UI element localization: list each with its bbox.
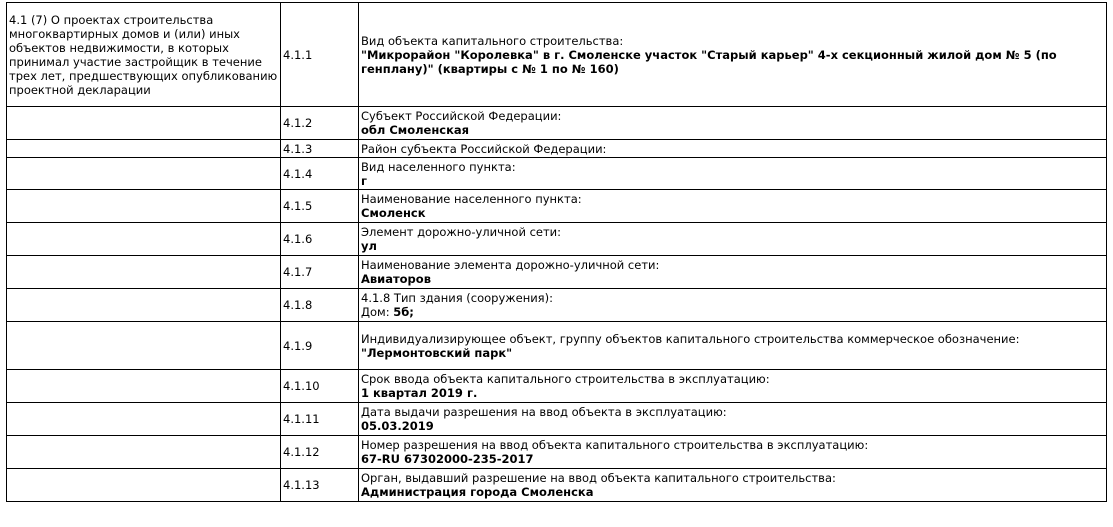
row-value: ул [361,239,377,253]
row-number: 4.1.6 [281,223,359,256]
row-value: г [361,173,368,188]
row-caption: Вид объекта капитального строительства: [361,33,624,48]
table-row [7,403,1107,436]
row-number: 4.1.12 [281,436,359,469]
declaration-table [6,2,1107,502]
row-number: 4.1.11 [281,403,359,436]
row-value: "Микрорайон "Королевка" в г. Смоленске участок "Старый карьер" 4-х секционный жилой дом № 5 (по генплану)" (квартиры с № 1 по № 160) [361,47,1057,76]
row-number: 4.1.13 [281,469,359,502]
table-row [7,256,1107,289]
row-number: 4.1.9 [281,322,359,370]
row-caption: Наименование элемента дорожно-уличной сети: [361,258,660,272]
row-value-cell [359,3,1107,107]
row-value-cell [359,289,1107,322]
row-value-cell [359,140,1107,158]
row-value: 1 квартал 2019 г. [361,386,478,400]
table-row [7,158,1107,190]
table-row [7,289,1107,322]
row-caption: 4.1.8 Тип здания (сооружения): [361,291,553,305]
row-value-cell [359,107,1107,140]
row-value-cell [359,223,1107,256]
row-value-cell [359,370,1107,403]
row-caption: Орган, выдавший разрешение на ввод объекта капитального строительства: [361,471,836,485]
table-row [7,370,1107,403]
row-value: 5б; [393,305,414,319]
table-row [7,469,1107,502]
row-caption: Наименование населенного пункта: [361,192,582,206]
row-number: 4.1.8 [281,289,359,322]
table-row [7,107,1107,140]
row-number: 4.1.10 [281,370,359,403]
table-row [7,140,1107,158]
empty-cell [7,322,281,370]
empty-cell [7,469,281,502]
empty-cell [7,158,281,190]
table-row [7,322,1107,370]
row-number: 4.1.4 [281,158,359,190]
empty-cell [7,370,281,403]
section-title: 4.1 (7) О проектах строительства многоквартирных домов и (или) иных объектов недвижимости, в которых принимал участие застройщик в течение трех лет, предшествующих опубликованию проектной декларации [7,3,281,107]
empty-cell [7,140,281,158]
empty-cell [7,256,281,289]
empty-cell [7,190,281,223]
empty-cell [7,107,281,140]
row-number: 4.1.1 [281,3,359,107]
row-value-cell [359,256,1107,289]
empty-cell [7,289,281,322]
empty-cell [7,436,281,469]
row-caption: Индивидуализирующее объект, группу объектов капитального строительства коммерческое обозначение: [361,331,1020,346]
row-value-cell [359,436,1107,469]
row-value-prefix: Дом: [361,305,394,319]
row-number: 4.1.7 [281,256,359,289]
row-caption: Дата выдачи разрешения на ввод объекта в эксплуатацию: [361,405,727,419]
table-row [7,436,1107,469]
row-caption: Номер разрешения на ввод объекта капитального строительства в эксплуатацию: [361,438,869,452]
table-row [7,190,1107,223]
row-caption: Элемент дорожно-уличной сети: [361,225,562,239]
row-number: 4.1.2 [281,107,359,140]
row-caption: Срок ввода объекта капитального строительства в эксплуатацию: [361,372,770,386]
empty-cell [7,223,281,256]
row-value-cell [359,190,1107,223]
row-caption: Район субъекта Российской Федерации: [361,141,607,156]
row-value: 67-RU 67302000-235-2017 [361,452,534,466]
row-value: обл Смоленская [361,123,470,137]
row-value: Авиаторов [361,272,431,286]
row-value: Смоленск [361,206,426,220]
row-caption: Вид населенного пункта: [361,159,516,174]
table-row [7,223,1107,256]
row-value-line [361,305,1104,319]
row-number: 4.1.5 [281,190,359,223]
row-number: 4.1.3 [281,140,359,158]
empty-cell [7,403,281,436]
row-value-cell [359,158,1107,190]
row-caption: Субъект Российской Федерации: [361,109,562,123]
row-value: 05.03.2019 [361,419,434,433]
row-value-cell [359,322,1107,370]
row-value: Администрация города Смоленска [361,485,594,499]
row-value: "Лермонтовский парк" [361,345,513,360]
row-value-cell [359,403,1107,436]
row-value-cell [359,469,1107,502]
table-row [7,3,1107,107]
